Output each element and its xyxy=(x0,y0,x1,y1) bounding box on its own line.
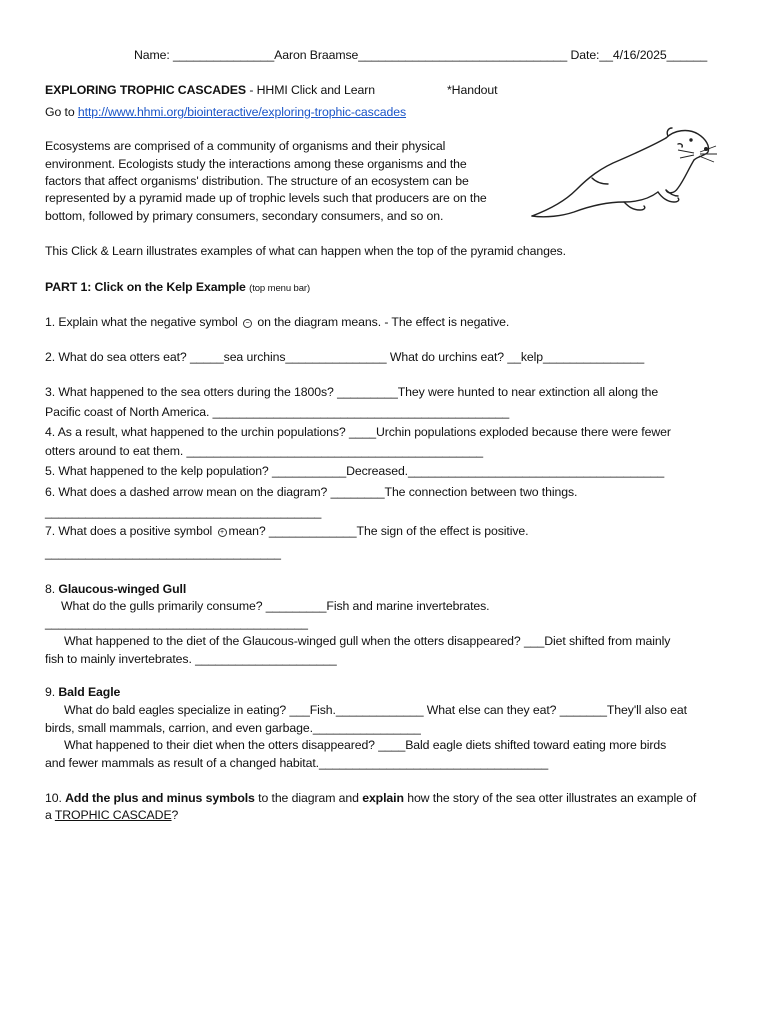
handout-label: *Handout xyxy=(447,83,498,97)
worksheet-title-line: EXPLORING TROPHIC CASCADES - HHMI Click and Learn xyxy=(45,83,375,97)
negative-symbol-icon: − xyxy=(243,319,252,328)
gull-heading: Glaucous-winged Gull xyxy=(58,582,187,596)
question-1: 1. Explain what the negative symbol − on the diagram means. - The effect is negative. xyxy=(45,315,510,329)
question-5: 5. What happened to the kelp population? ___________Decreased.______________________________________ xyxy=(45,464,665,478)
worksheet-title: EXPLORING TROPHIC CASCADES xyxy=(45,83,247,97)
source-label: HHMI Click and Learn xyxy=(256,83,375,97)
worksheet-page: Name: _______________Aaron Braamse_______________________________ Date:__4/16/2025______ EXPLORING TROPHIC CASCADES - HHMI Click and Learn *Handout Go to http://www.hhmi.org/biointeractive/exploring-trophic-cascades Ecosystems are comprised of a community of organisms and their physical environment. Ecologists study the interactions among these organisms and the factors that affect organisms' distribution. The structure of an ecosystem can be represented by a pyramid made up of trophic levels such that producers are on the bottom, followed by primary consumers, secondary consumers, and so on. This Click & Learn illustrates examples of what can happen when the top of the pyramid changes. PART 1: Click on the Kelp Example (top menu bar) 1. Explain what the negative symbol − on the diagram means. - The effect is negative. 2. What do sea otters eat? _____sea urchins_______________ What do urchins eat? __kelp_______________ 3. What happened to the sea otters during the 1800s? _________They were hunted to near extinction all along the Pacific coast of North America. ____________________________________________ 4. As a result, what happened to the urchin populations? ____Urchin populations exploded because there were fewer otters around to eat them. ____________________________________________ 5. What happened to the kelp population? ___________Decreased.______________________________________ 6. What does a dashed arrow mean on the diagram? ________The connection between two things. _________________________________________ 7. What does a positive symbol + mean? _____________The sign of the effect is positive. ___________________________________ 8. Glaucous-winged Gull What do the gulls primarily consume? _________Fish and marine invertebrates. _______________________________________ What happened to the diet of the Glaucous-winged gull when the otters disappeared? ___Diet shifted from mainly fish to mainly invertebrates. _____________________ 9. Bald Eagle What do bald eagles specialize in eating? ___Fish._____________ What else can they eat? _______They'll also eat birds, small mammals, carrion, and even garbage.________________ What happened to their diet when the otters disappeared? ____Bald eagle diets shifted toward eating more birds and fewer mammals as result of a changed habitat.__________________________________ 10. Add the plus and minus symbols to the diagram and explain how the story of the sea otter illustrates an example of a TROPHIC CASCADE? xyxy=(0,0,768,1024)
question-2: 2. What do sea otters eat? _____sea urchins_______________ What do urchins eat? __kelp_______________ xyxy=(45,350,645,364)
part1-heading: PART 1: Click on the Kelp Example (top menu bar) xyxy=(45,280,311,294)
eagle-heading: Bald Eagle xyxy=(58,685,121,699)
name-date-line: Name: _______________Aaron Braamse_______________________________ Date:__4/16/2025______ xyxy=(134,48,708,62)
goto-line: Go to http://www.hhmi.org/biointeractive/exploring-trophic-cascades xyxy=(45,105,407,119)
positive-symbol-icon: + xyxy=(218,528,227,537)
otter-illustration xyxy=(528,120,718,220)
trophic-cascade-term: TROPHIC CASCADE xyxy=(54,808,172,822)
hhmi-link[interactable]: http://www.hhmi.org/biointeractive/exploring-trophic-cascades xyxy=(77,105,407,119)
click-learn-text: This Click & Learn illustrates examples of what can happen when the top of the pyramid changes. xyxy=(45,244,566,258)
